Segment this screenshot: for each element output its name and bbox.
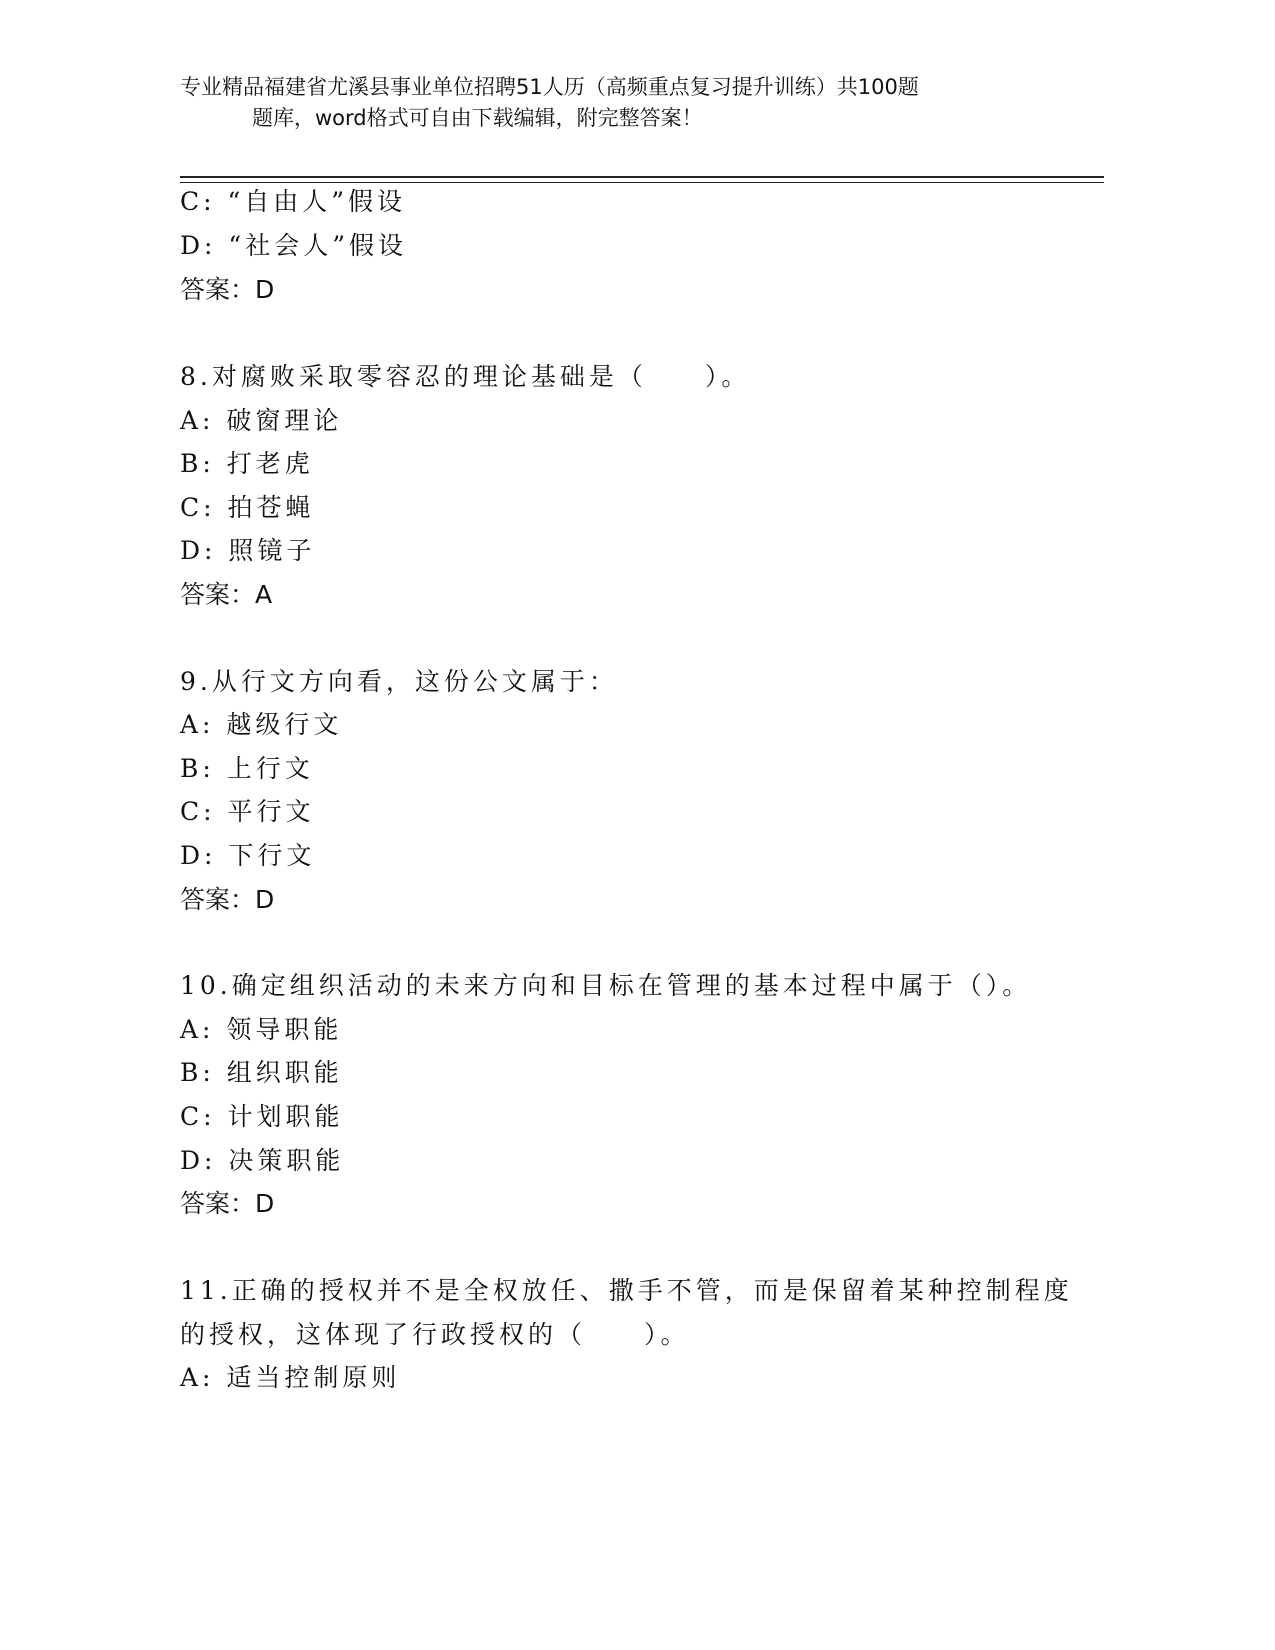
header-rule-thin bbox=[180, 182, 1104, 183]
q9-option-d: D: 下行文 bbox=[180, 841, 316, 870]
q11-option-a: A: 适当控制原则 bbox=[180, 1363, 401, 1392]
q11-question-line-1: 11.正确的授权并不是全权放任、撒手不管，而是保留着某种控制程度 bbox=[180, 1276, 1073, 1305]
header-line-2: 题库，word格式可自由下载编辑，附完整答案！ bbox=[252, 106, 703, 130]
header-rule-thick bbox=[180, 176, 1104, 178]
q8-answer: 答案：A bbox=[180, 580, 273, 609]
q9-answer: 答案：D bbox=[180, 885, 275, 914]
q9-option-b: B: 上行文 bbox=[180, 754, 314, 783]
q7-answer: 答案：D bbox=[180, 275, 275, 304]
q7-option-c: C: “自由人”假设 bbox=[180, 187, 407, 216]
q10-option-d: D: 决策职能 bbox=[180, 1146, 345, 1175]
q8-option-a: A: 破窗理论 bbox=[180, 406, 343, 435]
document-header bbox=[180, 72, 1040, 134]
q7-option-d: D: “社会人”假设 bbox=[180, 231, 407, 260]
q11-question-line-2: 的授权，这体现了行政授权的（ ）。 bbox=[180, 1320, 690, 1349]
header-line-1: 专业精品福建省尤溪县事业单位招聘51人历（高频重点复习提升训练）共100题 bbox=[180, 75, 919, 99]
q8-option-c: C: 拍苍蝇 bbox=[180, 493, 315, 522]
q10-answer: 答案：D bbox=[180, 1189, 275, 1218]
q8-question: 8.对腐败采取零容忍的理论基础是（ ）。 bbox=[180, 362, 751, 391]
q10-option-c: C: 计划职能 bbox=[180, 1102, 344, 1131]
q10-option-a: A: 领导职能 bbox=[180, 1015, 343, 1044]
q8-option-d: D: 照镜子 bbox=[180, 536, 316, 565]
q9-option-a: A: 越级行文 bbox=[180, 710, 343, 739]
q9-question: 9.从行文方向看，这份公文属于： bbox=[180, 667, 618, 696]
q10-question: 10.确定组织活动的未来方向和目标在管理的基本过程中属于（）。 bbox=[180, 971, 1032, 1000]
q8-option-b: B: 打老虎 bbox=[180, 449, 314, 478]
q10-option-b: B: 组织职能 bbox=[180, 1058, 343, 1087]
q9-option-c: C: 平行文 bbox=[180, 797, 315, 826]
